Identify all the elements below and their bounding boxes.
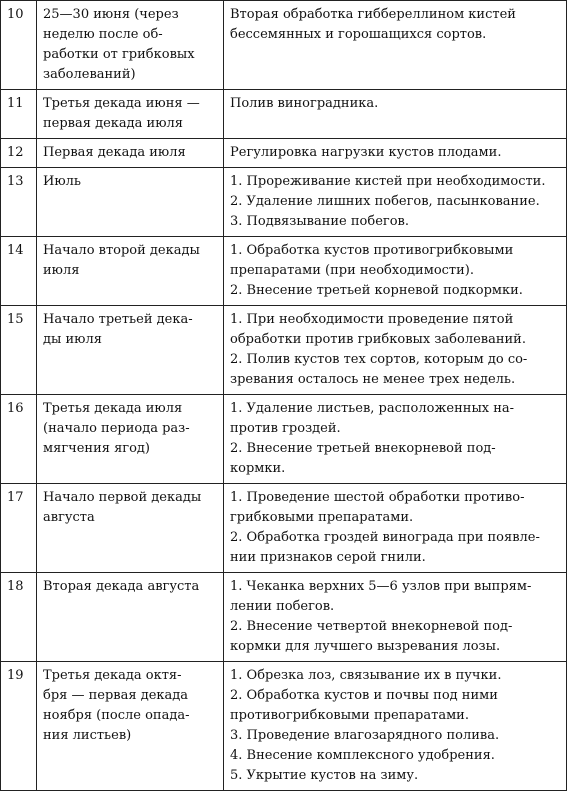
table-row (1, 306, 567, 395)
table-row (1, 168, 567, 237)
row-number: 10 (1, 1, 37, 90)
table-row (1, 139, 567, 168)
work-cell: 1. Удаление листьев, расположенных на- против гроздей. 2. Внесение третьей внекорневой под- кормки. (224, 395, 567, 484)
period-cell: Первая декада июля (37, 139, 224, 168)
period-cell: Третья декада июля (начало периода раз- мягчения ягод) (37, 395, 224, 484)
period-cell: Третья декада июня — первая декада июля (37, 90, 224, 139)
period-cell: Начало первой декады августа (37, 484, 224, 573)
row-number: 14 (1, 237, 37, 306)
table-row (1, 484, 567, 573)
period-cell: Начало второй декады июля (37, 237, 224, 306)
work-cell: 1. Обработка кустов противогрибковыми препаратами (при необходимости). 2. Внесение третьей корневой подкормки. (224, 237, 567, 306)
row-number: 17 (1, 484, 37, 573)
table-row (1, 237, 567, 306)
table-row (1, 662, 567, 791)
table-row (1, 1, 567, 90)
row-number: 11 (1, 90, 37, 139)
work-cell: 1. Чеканка верхних 5—6 узлов при выпрям- лении побегов. 2. Внесение четвертой внекорневой под- кормки для лучшего вызревания лозы. (224, 573, 567, 662)
work-cell: Регулировка нагрузки кустов плодами. (224, 139, 567, 168)
table-row (1, 90, 567, 139)
table-row (1, 395, 567, 484)
period-cell: Третья декада октя- бря — первая декада ноября (после опада- ния листьев) (37, 662, 224, 791)
row-number: 19 (1, 662, 37, 791)
work-cell: 1. При необходимости проведение пятой обработки против грибковых заболеваний. 2. Полив кустов тех сортов, которым до со- зревания осталось не менее трех недель. (224, 306, 567, 395)
period-cell: Июль (37, 168, 224, 237)
work-cell: Вторая обработка гиббереллином кистей бессемянных и горошащихся сортов. (224, 1, 567, 90)
row-number: 15 (1, 306, 37, 395)
work-cell: 1. Проведение шестой обработки противо- грибковыми препаратами. 2. Обработка гроздей винограда при появле- нии признаков серой гнили. (224, 484, 567, 573)
row-number: 13 (1, 168, 37, 237)
row-number: 18 (1, 573, 37, 662)
work-cell: 1. Обрезка лоз, связывание их в пучки. 2. Обработка кустов и почвы под ними противогрибковыми препаратами. 3. Проведение влагозарядного полива. 4. Внесение комплексного удобрения. 5. Укрытие кустов на зиму. (224, 662, 567, 791)
period-cell: 25—30 июня (через неделю после об- работки от грибковых заболеваний) (37, 1, 224, 90)
period-cell: Начало третьей дека- ды июля (37, 306, 224, 395)
row-number: 12 (1, 139, 37, 168)
period-cell: Вторая декада августа (37, 573, 224, 662)
work-cell: Полив виноградника. (224, 90, 567, 139)
work-cell: 1. Прореживание кистей при необходимости. 2. Удаление лишних побегов, пасынкование. 3. Подвязывание побегов. (224, 168, 567, 237)
row-number: 16 (1, 395, 37, 484)
table-row (1, 573, 567, 662)
